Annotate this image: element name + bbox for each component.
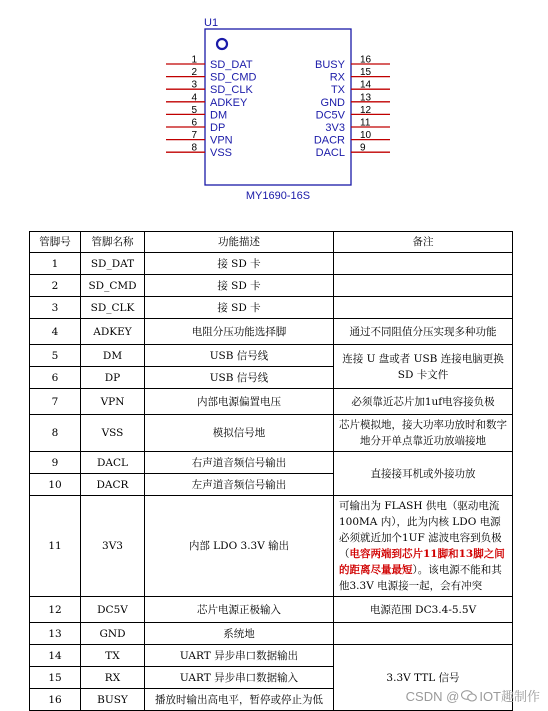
pin-function: 芯片电源正极输入 — [145, 597, 334, 623]
pin-number: 9 — [30, 452, 81, 474]
table-row — [30, 452, 513, 474]
pin-number-label: 3 — [191, 79, 197, 91]
pin-name-label: GND — [320, 96, 345, 109]
pin-name-label: SD_CMD — [210, 71, 257, 84]
pin-function: 接 SD 卡 — [145, 253, 334, 275]
pin-note: 电源范围 DC3.4-5.5V — [334, 597, 513, 623]
note-ldo-text-a: 可输出为 FLASH 供电（驱动电流 100MA 内），此为内核 LDO 电源必须就近加个1UF 滤波电容到负极（ — [339, 500, 502, 560]
pin-function: 模拟信号地 — [145, 415, 334, 452]
pin-note: 芯片模拟地，接大功率功放时和数字地分开单点靠近功放端接地 — [334, 415, 513, 452]
pin-name-label: 3V3 — [325, 122, 345, 134]
header-pin-number: 管脚号 — [30, 232, 81, 253]
header-remarks: 备注 — [334, 232, 513, 253]
pin-number: 14 — [30, 645, 81, 667]
pin-name: DC5V — [81, 597, 145, 623]
table-row — [30, 496, 513, 597]
pin-number-label: 4 — [191, 92, 197, 104]
pin-name-label: DACL — [315, 147, 345, 160]
pin-number: 2 — [30, 275, 81, 297]
pin-function: 内部电源偏置电压 — [145, 389, 334, 415]
pin-function: 内部 LDO 3.3V 输出 — [145, 496, 334, 597]
pin-number-label: 10 — [360, 130, 372, 142]
pin-note: 3.3V TTL 信号 — [334, 645, 513, 711]
pin-name: TX — [81, 645, 145, 667]
pin-note — [334, 253, 513, 275]
pin-name-label: SD_DAT — [210, 59, 253, 71]
pin-function: 播放时输出高电平，暂停或停止为低 — [145, 689, 334, 711]
pin-name-label: SD_CLK — [210, 84, 253, 97]
table-row — [30, 319, 513, 345]
wechat-logo-icon — [461, 690, 477, 702]
pin-name-label: ADKEY — [210, 96, 248, 109]
table-row — [30, 415, 513, 452]
pin-name-label: RX — [329, 71, 345, 84]
pin-note: 直接接耳机或外接功放 — [334, 452, 513, 496]
pin-number: 5 — [30, 345, 81, 367]
watermark-source: CSDN @ — [405, 689, 460, 704]
table-row — [30, 645, 513, 667]
pin-function: USB 信号线 — [145, 367, 334, 389]
pin-number-label: 16 — [360, 54, 372, 66]
pin-note — [334, 496, 513, 597]
note-ldo-warning: 电容两端到芯片11脚和13脚之间的距离尽量最短 — [339, 548, 505, 576]
pin-number: 16 — [30, 689, 81, 711]
pin-number: 10 — [30, 474, 81, 496]
table-row — [30, 597, 513, 623]
table-row — [30, 623, 513, 645]
header-pin-name: 管脚名称 — [81, 232, 145, 253]
pin-number-label: 15 — [360, 67, 372, 79]
pin-note: 连接 U 盘或者 USB 连接电脑更换 SD 卡文件 — [334, 345, 513, 389]
pin-function: USB 信号线 — [145, 345, 334, 367]
chip-schematic — [0, 0, 548, 210]
pin-name: VSS — [81, 415, 145, 452]
pin-number: 11 — [30, 496, 81, 597]
pin-name: 3V3 — [81, 496, 145, 597]
pin-number: 13 — [30, 623, 81, 645]
pin-number-label: 1 — [191, 54, 197, 66]
pin-name: VPN — [81, 389, 145, 415]
note-ldo-text-b: ）。该电源不能和其他3.3V 电源接一起，会有冲突 — [339, 564, 502, 592]
pin-name-label: DACR — [313, 134, 345, 147]
pin-function: UART 异步串口数据输入 — [145, 667, 334, 689]
pin-number-label: 11 — [360, 117, 371, 129]
table-row — [30, 297, 513, 319]
table-header-row — [30, 232, 513, 253]
pin-function: 接 SD 卡 — [145, 275, 334, 297]
left-pin-group — [166, 55, 257, 160]
watermark-author: IOT趣制作 — [479, 689, 540, 704]
right-pin-group — [314, 55, 390, 160]
pin-name-label: TX — [330, 84, 345, 97]
pin-function-table — [29, 231, 513, 711]
pin-function: UART 异步串口数据输出 — [145, 645, 334, 667]
pin-name: BUSY — [81, 689, 145, 711]
pin-function: 右声道音频信号输出 — [145, 452, 334, 474]
pin-name: SD_CLK — [81, 297, 145, 319]
pin-name: DM — [81, 345, 145, 367]
pin-number-label: 13 — [360, 92, 372, 104]
pin-note — [334, 623, 513, 645]
pin-note — [334, 297, 513, 319]
pin-name-label: VSS — [210, 147, 233, 160]
pin-number-label: 5 — [191, 104, 197, 116]
table-row — [30, 389, 513, 415]
pin-function: 左声道音频信号输出 — [145, 474, 334, 496]
pin-number: 4 — [30, 319, 81, 345]
pin-number: 8 — [30, 415, 81, 452]
pin-number-label: 2 — [191, 67, 197, 79]
pin-number-label: 9 — [360, 142, 366, 154]
pin-name: ADKEY — [81, 319, 145, 345]
pin-number: 12 — [30, 597, 81, 623]
pin-name-label: BUSY — [315, 59, 345, 71]
pin-note: 通过不同阻值分压实现多种功能 — [334, 319, 513, 345]
pin-name: SD_CMD — [81, 275, 145, 297]
pin-name: SD_DAT — [81, 253, 145, 275]
pin-note: 必须靠近芯片加1uf电容接负极 — [334, 389, 513, 415]
pin-number: 3 — [30, 297, 81, 319]
pin-number: 1 — [30, 253, 81, 275]
pin-number: 15 — [30, 667, 81, 689]
pin-number: 7 — [30, 389, 81, 415]
chip-designator: U1 — [204, 17, 219, 29]
watermark — [406, 686, 540, 705]
pin-name-label: DC5V — [315, 109, 345, 122]
pin-number-label: 8 — [191, 142, 197, 154]
pin-number-label: 6 — [191, 117, 197, 129]
pin-name: RX — [81, 667, 145, 689]
pin-function: 电阻分压功能选择脚 — [145, 319, 334, 345]
pin-number-label: 7 — [191, 130, 197, 142]
pin-name-label: DM — [210, 109, 228, 122]
table-row — [30, 275, 513, 297]
pin-name: GND — [81, 623, 145, 645]
pin-name: DACL — [81, 452, 145, 474]
pin-name: DP — [81, 367, 145, 389]
chip-part-number: MY1690-16S — [245, 190, 311, 202]
pin-name-label: DP — [210, 122, 226, 134]
pin-name-label: VPN — [210, 134, 233, 147]
table-row — [30, 253, 513, 275]
pin-number-label: 12 — [360, 104, 372, 116]
pin-function: 系统地 — [145, 623, 334, 645]
pin1-marker-icon — [217, 39, 227, 49]
pin-number: 6 — [30, 367, 81, 389]
table-row — [30, 345, 513, 367]
pin-name: DACR — [81, 474, 145, 496]
pin-note — [334, 275, 513, 297]
pin-number-label: 14 — [360, 79, 372, 91]
header-function: 功能描述 — [145, 232, 334, 253]
pin-function: 接 SD 卡 — [145, 297, 334, 319]
